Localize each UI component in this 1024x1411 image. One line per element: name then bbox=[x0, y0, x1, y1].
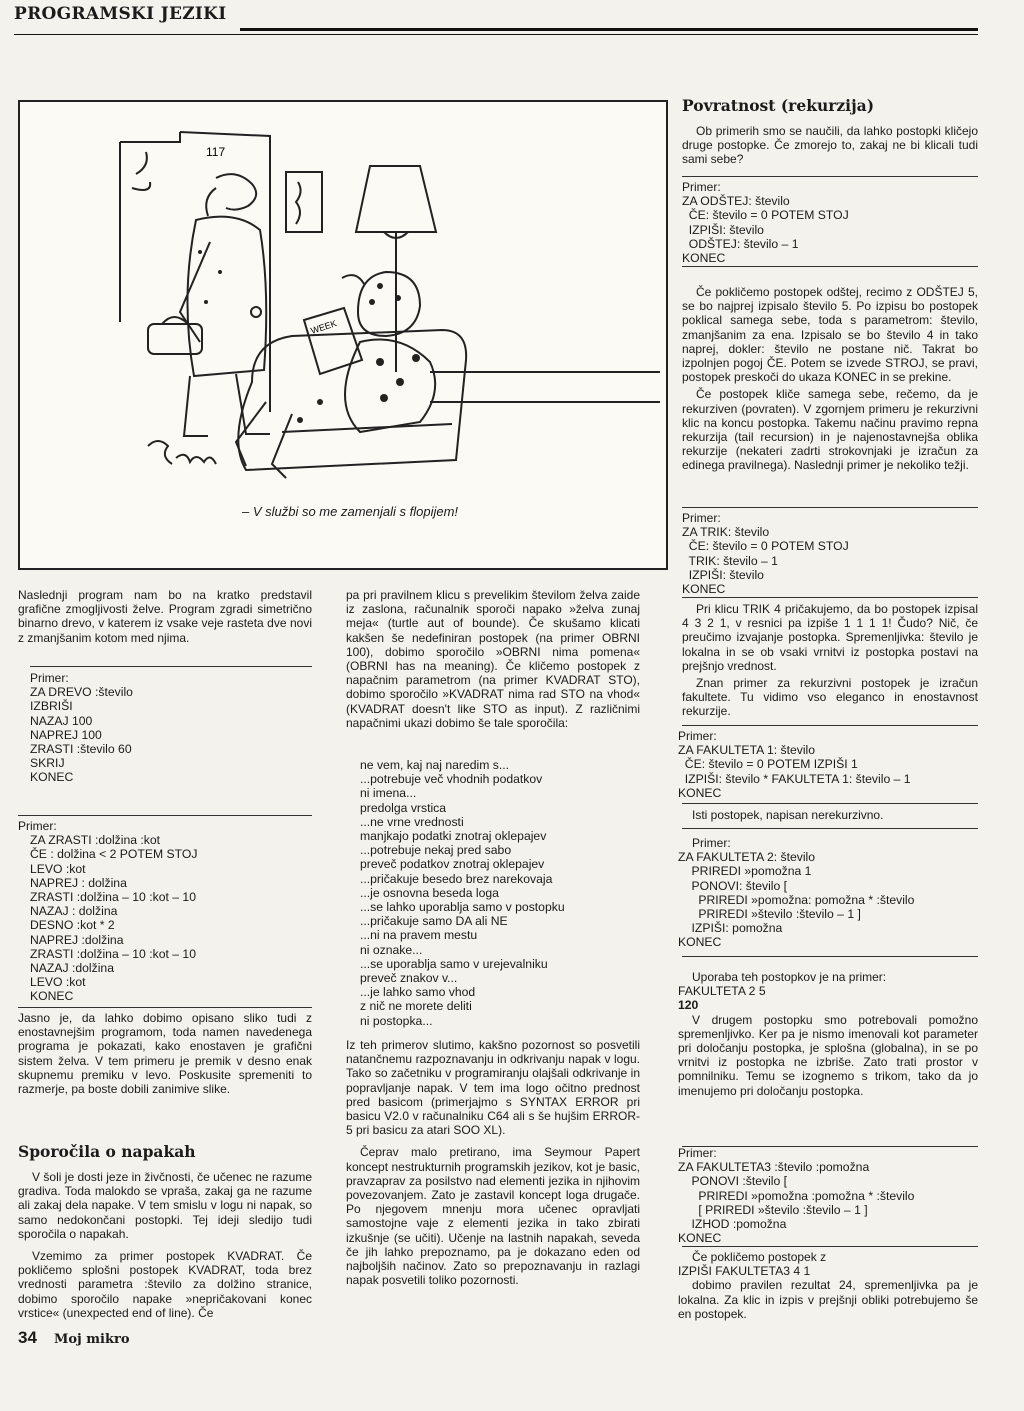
paragraph: Iz teh primerov slutimo, kakšno pozornost so posvetili natančnemu razpoznavanju in odkrivanju napak v logu. Tako so začetniku v programiranju olajšali odkrivanje in popravljanje napak. V tem ima logo očitno prednost pred basicom (primerjajmo s SYNTAX ERROR pri basicu V2.0 v računalniku C64 ali s še hujšim ERROR-5 pri basicu za atari SOO XL). bbox=[346, 1038, 640, 1138]
rule bbox=[682, 176, 978, 177]
code-line: IZPIŠI FAKULTETA3 4 1 bbox=[678, 1264, 811, 1279]
col3-example-5 bbox=[678, 1146, 978, 1245]
example-label: Primer: bbox=[682, 511, 721, 525]
example-label: Primer: bbox=[692, 836, 731, 850]
rule bbox=[682, 725, 978, 726]
rule bbox=[18, 815, 312, 816]
paragraph: Če pokličemo postopek odštej, recimo z ODŠTEJ 5, se bo najprej izpisalo število 5. Po izpisu bo postopek poklical samega sebe, toda s parametrom: število, zmanjšanim za ena. Izpisalo se bo število 4 in tako naprej, dokler: število ne postane nič. Takrat bo izpolnjen pogoj ČE. Potem se izvede STROJ, se pravi, postopek preskoči do ukaza KONEC in se prekine. bbox=[682, 285, 978, 385]
section-header: PROGRAMSKI JEZIKI bbox=[14, 4, 227, 24]
page-number: 34 bbox=[18, 1328, 37, 1347]
example-label: Primer: bbox=[18, 819, 57, 833]
example-label: Primer: bbox=[30, 671, 69, 685]
paragraph: Znan primer za rekurzivni postopek je izračun fakultete. Tu vidimo vso eleganco in enostavnost rekurzije. bbox=[682, 676, 978, 719]
paragraph: Čeprav malo pretirano, ima Seymour Papert koncept nestrukturnih programskih jezikov, kot je basic, pravzaprav za posilstvo nad elementi jezika in njihovim povezovanjem. Zato je zastavil koncept loga drugače. Po njegovem mnenju mora učenec opravljati samostojne vaje z elementi jezika in tako zbirati izkušnje (se učiti). Učenje na lastnih napakah, seveda če jih lahko prepoznamo, pa je dokazano eden od najboljših načinov. Zato so prepoznavanju in razlagi napak posvetili toliko pozornosti. bbox=[346, 1145, 640, 1288]
col3-final bbox=[678, 1250, 978, 1324]
magazine-name: Moj mikro bbox=[54, 1332, 130, 1347]
column-2 bbox=[346, 588, 640, 733]
paragraph: dobimo pravilen rezultat 24, spremenljivka pa je lokalna. Za klic in izpis v prejšnji obliki potrebujemo še en postopek. bbox=[678, 1278, 978, 1321]
rule bbox=[682, 266, 978, 267]
code-line: FAKULTETA 2 5 bbox=[678, 984, 766, 999]
col3-example-1 bbox=[682, 180, 978, 265]
code-block: ZA ODŠTEJ: število ČE: število = 0 POTEM STOJ IZPIŠI: število ODŠTEJ: število – 1 KONEC bbox=[682, 194, 849, 266]
col3-example-2 bbox=[682, 511, 978, 596]
paragraph: Če postopek kliče samega sebe, rečemo, da je rekurziven (povraten). V zgornjem primeru je rekurzivni klic na koncu postopka. Takemu načinu pravimo repna rekurzija (tail recursion) in je najenostavnejša oblika rekurzije (nekateri zadrti strokovnjaki je izračun za edinega pravilnega). Naslednji primer je nekoliko težji. bbox=[682, 387, 978, 473]
header-rule-thin bbox=[14, 34, 978, 35]
magazine-label-text: WEEK bbox=[309, 318, 338, 336]
example-label: Primer: bbox=[678, 1146, 717, 1160]
rule bbox=[30, 666, 312, 667]
door-number-text: 117 bbox=[206, 145, 226, 159]
cartoon-illustration bbox=[18, 100, 668, 570]
paragraph: Vzemimo za primer postopek KVADRAT. Če pokličemo splošni postopek KVADRAT, toda brez vrednosti parametra :število za dolžino stranice, dobimo sporočilo napake »nepričakovani konec vrstice« (unexpected end of line). Če bbox=[18, 1249, 312, 1320]
col1-example-1 bbox=[30, 671, 312, 785]
example-label: Primer: bbox=[678, 729, 717, 743]
result-value: 120 bbox=[678, 998, 699, 1013]
rule bbox=[682, 597, 978, 598]
col3-usage bbox=[678, 970, 978, 1101]
code-block: ZA TRIK: število ČE: število = 0 POTEM STOJ TRIK: število – 1 IZPIŠI: število KONEC bbox=[682, 525, 849, 597]
col3-example-3 bbox=[678, 729, 978, 800]
code-block: ZA FAKULTETA 1: število ČE: število = 0 POTEM IZPIŠI 1 IZPIŠI: število * FAKULTETA 1: število – 1 KONEC bbox=[678, 743, 911, 800]
rule bbox=[18, 1007, 312, 1008]
paragraph: Če pokličemo postopek z bbox=[692, 1250, 827, 1264]
col3-trik-text bbox=[682, 602, 978, 722]
example-label: Primer: bbox=[682, 180, 721, 194]
column-1 bbox=[18, 588, 312, 648]
rule bbox=[682, 1246, 978, 1247]
code-block: ZA DREVO :število IZBRIŠI NAZAJ 100 NAPREJ 100 ZRASTI :število 60 SKRIJ KONEC bbox=[30, 685, 133, 785]
rule bbox=[682, 828, 978, 829]
col1-example-2 bbox=[18, 819, 312, 1004]
col3-note: Isti postopek, napisan nerekurzivno. bbox=[692, 808, 884, 822]
col2-more bbox=[346, 1038, 640, 1290]
section-title-errors: Sporočila o napakah bbox=[18, 1142, 196, 1161]
header-rule bbox=[240, 28, 978, 31]
rule bbox=[682, 956, 978, 957]
paragraph: Jasno je, da lahko dobimo opisano sliko tudi z enostavnejšim programom, toda namen navedenega programa je pokazati, kako enostaven je grafični sistem želva. V tem primeru je premik v desno enak skupnemu premiku v levo. Poskusite spremeniti to razmerje, pa boste dobili zanimive slike. bbox=[18, 1011, 312, 1097]
code-block: ZA FAKULTETA3 :število :pomožna PONOVI :število [ PRIREDI »pomožna :pomožna * :število [ PRIREDI »število :število – 1 ] IZHOD :pomožna KONEC bbox=[678, 1160, 915, 1246]
cartoon-caption: – V službi so me zamenjali s flopijem! bbox=[241, 504, 459, 519]
col1-after bbox=[18, 1011, 312, 1099]
paragraph: V drugem postopku smo potrebovali pomožno spremenljivko. Ker pa je nismo imenovali kot parameter pri določanju postopka, je splošna (globalna), in se po vrnitvi iz postopka ne izbriše. Zato trati prostor v pomnilniku. Temu se izognemo s trikom, tako da jo imenujemo pri določanju postopka. bbox=[678, 1012, 978, 1098]
paragraph: pa pri pravilnem klicu s prevelikim številom želva zaide iz zaslona, računalnik sporoči napako »želva zunaj meja« (turtle aut of bounde). Če skušamo klicati kakšen še nedefiniran postopek (na primer OBRNI 100), dobimo sporočilo »OBRNI nima pomena« (OBRNI has na meaning). Če kličemo postopek z napačnim parametrom (na primer KVADRAT STO), dobimo sporočilo »KVADRAT nima rad STO na vhod« (KVADRAT doesn't like STO as input). Z različnimi napačnimi ukazi dobimo še tale sporočila: bbox=[346, 588, 640, 730]
paragraph: Uporaba teh postopkov je na primer: bbox=[692, 970, 887, 984]
code-block: ZA ZRASTI :dolžina :kot ČE : dolžina < 2 POTEM STOJ LEVO :kot NAPREJ : dolžina ZRASTI :dolžina – 10 :kot – 10 NAZAJ : dolžina DESNO :kot * 2 NAPREJ :dolžina ZRASTI :dolžina – 10 :kot – 10 NAZAJ :dolžina LEVO :kot KONEC bbox=[30, 833, 198, 1004]
col1-errors-text bbox=[18, 1170, 312, 1323]
code-block: ZA FAKULTETA 2: število PRIREDI »pomožna 1 PONOVI: število [ PRIREDI »pomožna: pomožna * :število PRIREDI »število :število – 1 ] IZPIŠI: pomožna KONEC bbox=[678, 850, 915, 950]
rule bbox=[682, 803, 978, 804]
paragraph: V šoli je dosti jeze in živčnosti, če učenec ne razume gradiva. Toda malokdo se vpraša, zakaj ga ne razume ali zakaj dela napake. V tem smislu v logu ni napak, so samo nedokončani postopki. Tej ideji sledijo tudi sporočila o napakah. bbox=[18, 1170, 312, 1241]
cartoon-drawing bbox=[20, 102, 666, 568]
rule bbox=[682, 507, 978, 508]
paragraph: Pri klicu TRIK 4 pričakujemo, da bo postopek izpisal 4 3 2 1, v resnici pa izpiše 1 1 1 1! Čudo? Nič, če preučimo izvajanje postopka. Spremenljivka: število je lokalna in se ob vsaki vrnitvi iz postopka postavi na prejšnjo vrednost. bbox=[682, 602, 978, 673]
col3-explanation bbox=[682, 285, 978, 476]
paragraph: Ob primerih smo se naučili, da lahko postopki kličejo druge postopke. Če zmorejo to, zakaj ne bi klicali tudi sami sebe? bbox=[682, 124, 978, 167]
col3-intro bbox=[682, 124, 978, 170]
col3-example-4 bbox=[678, 836, 978, 950]
col1-intro: Naslednji program nam bo na kratko predstavil grafične zmogljivosti želve. Program zgradi simetrično binarno drevo, v katerem iz vsake veje rasteta dve novi z zmanjšanim kotom med njima. bbox=[18, 588, 312, 645]
error-messages-list: ne vem, kaj naj naredim s... ...potrebuje več vhodnih podatkov ni imena... predolga vrstica ...ne vrne vrednosti manjkajo podatki znotraj oklepajev ...potrebuje nekaj pred sabo preveč podatkov znotraj oklepajev ...pričakuje besedo brez narekovaja ...je osnovna beseda loga ...se lahko uporablja samo v postopku ...pričakuje samo DA ali NE ...ni na pravem mestu ni oznake... ...se uporablja samo v urejevalniku preveč znakov v... ...je lahko samo vhod z nič ne morete deliti ni postopka... bbox=[360, 758, 565, 1028]
section-title-recursion: Povratnost (rekurzija) bbox=[682, 96, 875, 115]
